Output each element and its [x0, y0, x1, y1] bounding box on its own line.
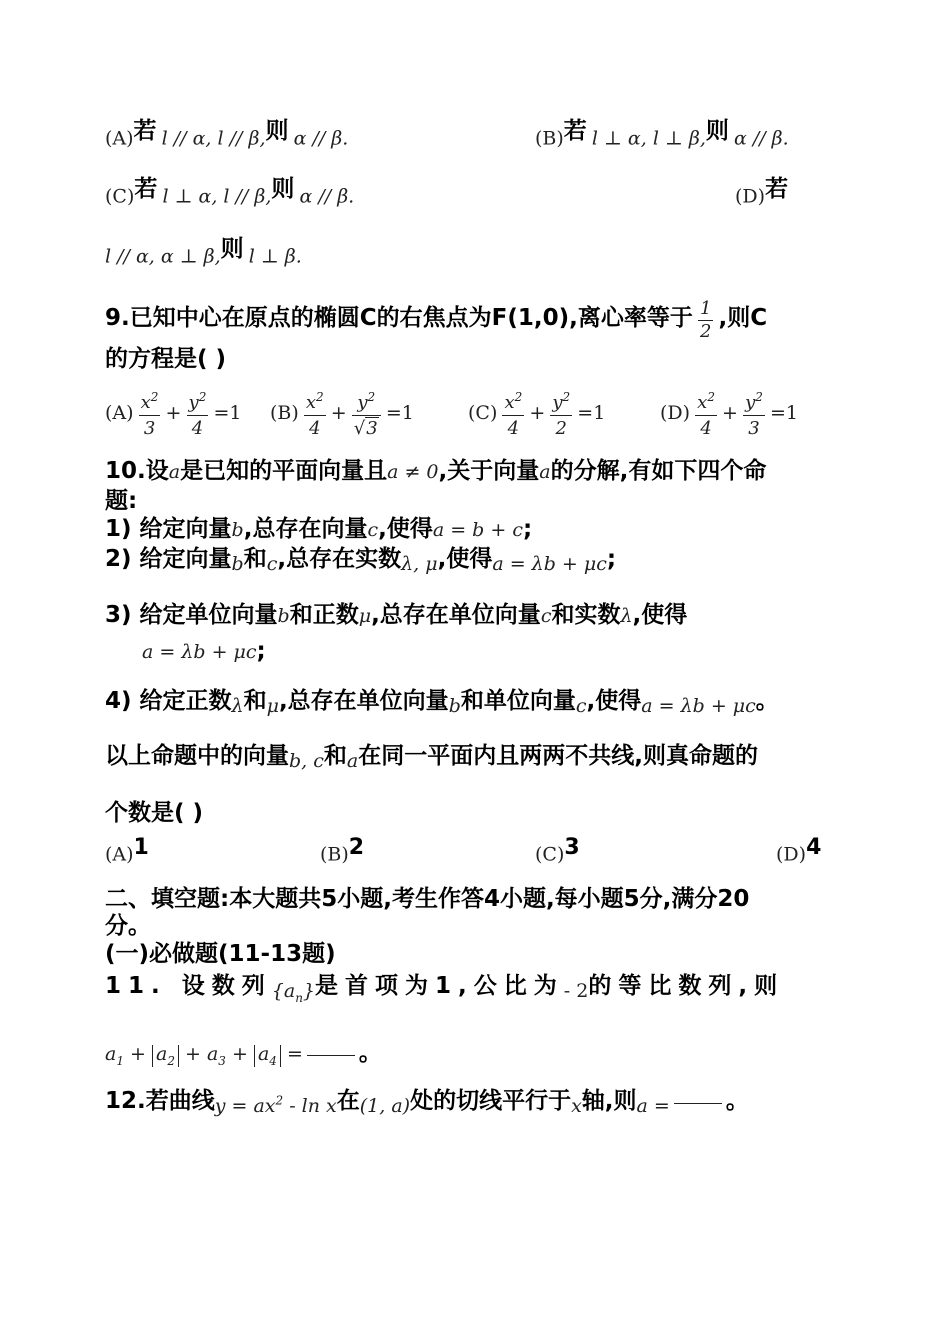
- q9-stem-2: 的方程是( ): [105, 346, 227, 372]
- answer-blank: [307, 1055, 355, 1056]
- q10-proposition-1: 1) 给定向量b,总存在向量c,使得a = b + c;: [105, 516, 533, 542]
- fraction: $\frac{1}{2}$: [699, 298, 712, 342]
- section-2-heading: 二、填空题:本大题共5小题,考生作答4小题,每小题5分,满分20: [105, 886, 750, 912]
- option-label: (D): [735, 185, 766, 208]
- q12-stem: 12.若曲线$y = ax^2 - \ln x$在(1, a)处的切线平行于x轴,则a = 。: [105, 1088, 749, 1118]
- q8-option-a: (A)若 l // α, l // β,则 α // β.: [105, 118, 349, 150]
- q8-option-d-body: l // α, α ⊥ β,则 l ⊥ β.: [105, 236, 302, 268]
- q10-proposition-4: 4) 给定正数λ和μ,总存在单位向量b和单位向量c,使得a = λb + μc。: [105, 688, 779, 718]
- option-label: (A): [105, 127, 134, 150]
- section-2-heading-2: 分。: [105, 913, 151, 939]
- q10-option-c: (C)3: [535, 835, 580, 866]
- q9-option-c: (C) $\frac{x^2}{4}$ + $\frac{y^2}{2}$ =1: [468, 390, 606, 439]
- q10-stem-4: 个数是( ): [105, 800, 204, 826]
- q10-stem-2: 题:: [105, 488, 138, 514]
- q8-option-d-label: (D)若: [735, 176, 789, 208]
- q10-stem-1: 10.设a是已知的平面向量且a ≠ 0,关于向量a的分解,有如下四个命: [105, 458, 767, 484]
- q10-stem-3: 以上命题中的向量b, c和a在同一平面内且两两不共线,则真命题的: [105, 743, 758, 773]
- q9-option-a: (A) $\frac{x^2}{3}$ + $\frac{y^2}{4}$ =1: [105, 390, 242, 439]
- option-label: (C): [105, 185, 135, 208]
- q11-expression: $a_1 + a_2 + a_3 + a_4$ = 。: [105, 1040, 382, 1068]
- q9-option-d: (D) $\frac{x^2}{4}$ + $\frac{y^2}{3}$ =1: [660, 390, 798, 439]
- q10-option-d: (D)4: [776, 835, 822, 866]
- answer-blank: [674, 1103, 722, 1104]
- q9-option-b: (B) $\frac{x^2}{4}$ + $\frac{y^2}{√3}$ =1: [270, 390, 414, 439]
- q10-proposition-3: 3) 给定单位向量b和正数μ,总存在单位向量c和实数λ,使得: [105, 602, 688, 628]
- q10-option-a: (A)1: [105, 835, 149, 866]
- section-2-subheading: (一)必做题(11-13题): [105, 941, 336, 967]
- q10-proposition-3-formula: a = λb + μc;: [142, 638, 266, 664]
- q8-option-c: (C)若 l ⊥ α, l // β,则 α // β.: [105, 176, 355, 208]
- q8-option-b: (B)若 l ⊥ α, l ⊥ β,则 α // β.: [535, 118, 789, 150]
- option-label: (B): [535, 127, 564, 150]
- q11-stem: 11. 设数列$\{a_n\}$是首项为1,公比为- 2的等比数列,则: [105, 973, 785, 1005]
- q10-option-b: (B)2: [320, 835, 365, 866]
- q9-stem: 9.已知中心在原点的椭圆C的右焦点为F(1,0),离心率等于 $\frac{1}{2}$ ,则C: [105, 298, 768, 342]
- q10-proposition-2: 2) 给定向量b和c,总存在实数λ, μ,使得a = λb + μc;: [105, 546, 617, 576]
